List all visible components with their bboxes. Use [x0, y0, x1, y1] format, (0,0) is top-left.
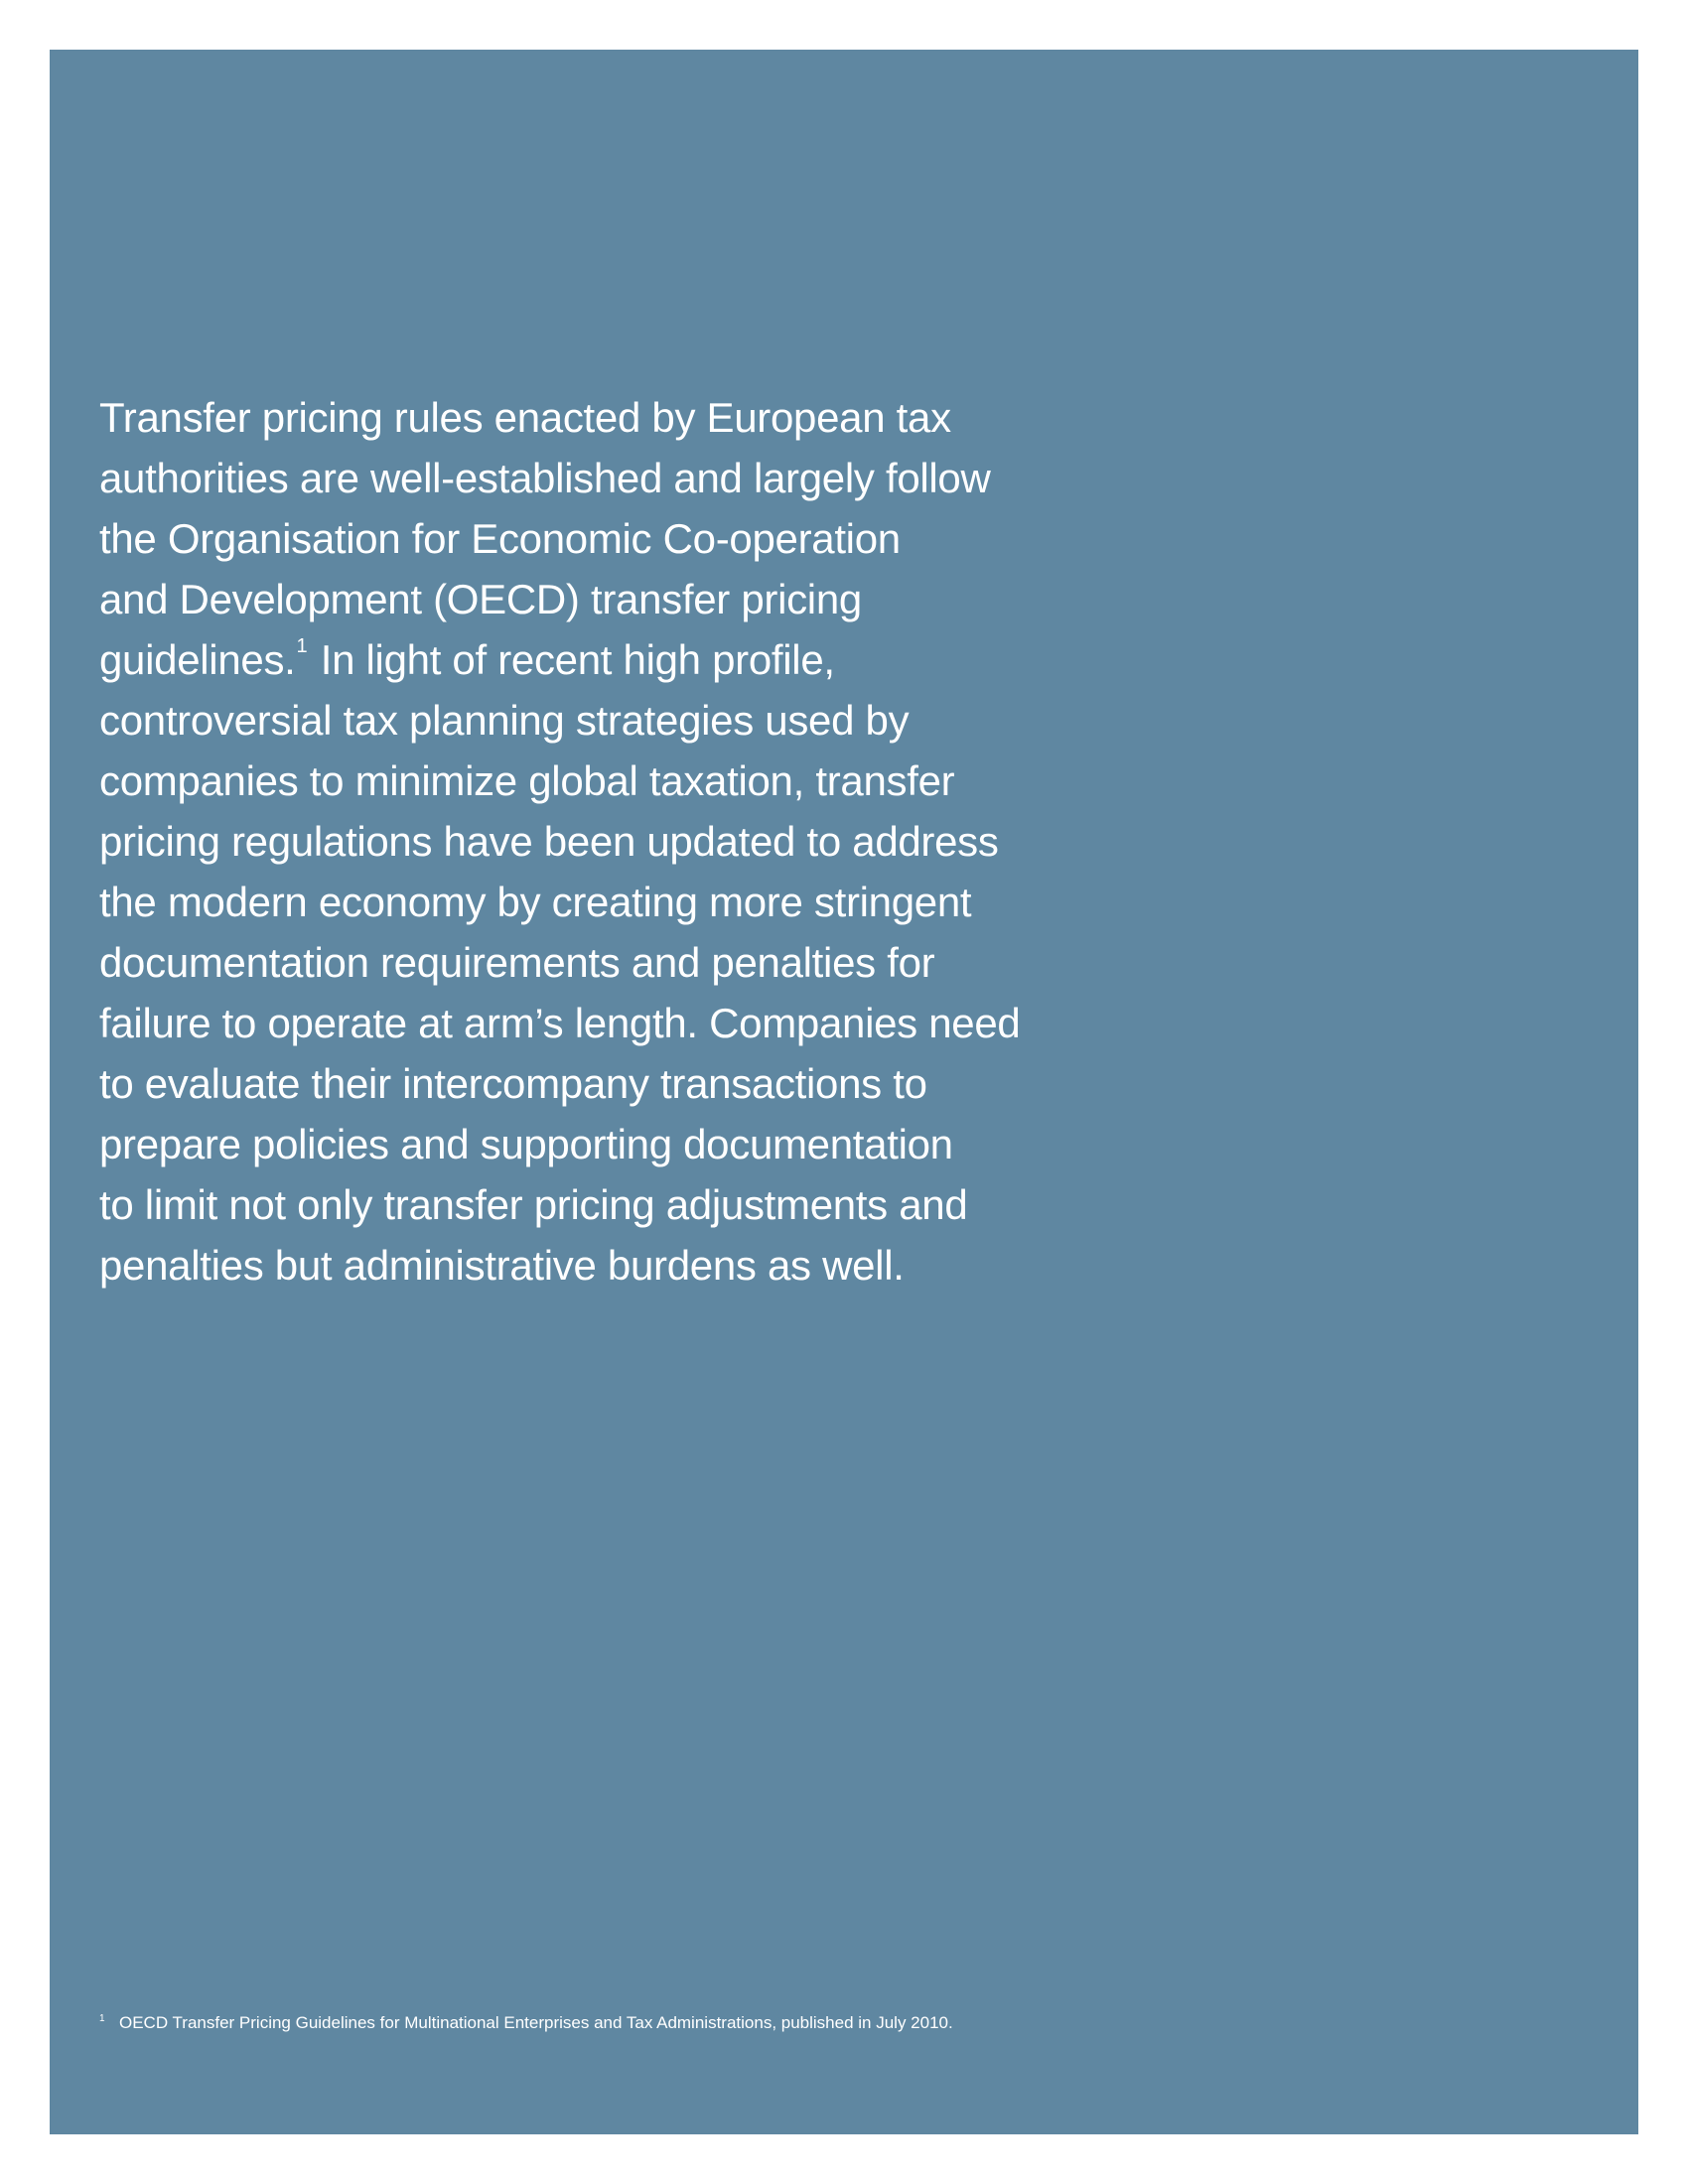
intro-line: controversial tax planning strategies used by — [99, 697, 910, 744]
intro-line: and Development (OECD) transfer pricing — [99, 576, 862, 622]
intro-line: Transfer pricing rules enacted by European tax — [99, 394, 951, 441]
intro-line — [99, 629, 1102, 690]
intro-line: pricing regulations have been updated to address — [99, 818, 999, 865]
intro-line: the modern economy by creating more stringent — [99, 879, 972, 925]
intro-line-part: guidelines. — [99, 636, 296, 683]
intro-line: penalties but administrative burdens as well. — [99, 1242, 905, 1289]
intro-line: the Organisation for Economic Co-operation — [99, 515, 901, 562]
intro-line: documentation requirements and penalties for — [99, 939, 935, 986]
intro-line: failure to operate at arm’s length. Companies need — [99, 1000, 1021, 1046]
intro-line: prepare policies and supporting documentation — [99, 1121, 953, 1167]
intro-line: authorities are well-established and largely follow — [99, 455, 991, 501]
page-panel — [50, 50, 1638, 2134]
intro-line: companies to minimize global taxation, transfer — [99, 757, 955, 804]
footnote-reference: 1 — [296, 635, 308, 657]
intro-line: to limit not only transfer pricing adjustments and — [99, 1181, 968, 1228]
intro-line-part: In light of recent high profile, — [309, 636, 835, 683]
footnote: 1 OECD Transfer Pricing Guidelines for Multinational Enterprises and Tax Administrations, published in July 2010. — [99, 2013, 953, 2032]
intro-line: to evaluate their intercompany transactions to — [99, 1060, 927, 1107]
footnote-text: OECD Transfer Pricing Guidelines for Multinational Enterprises and Tax Administrations, published in July 2010. — [119, 2013, 953, 2032]
intro-paragraph — [99, 387, 1102, 1296]
